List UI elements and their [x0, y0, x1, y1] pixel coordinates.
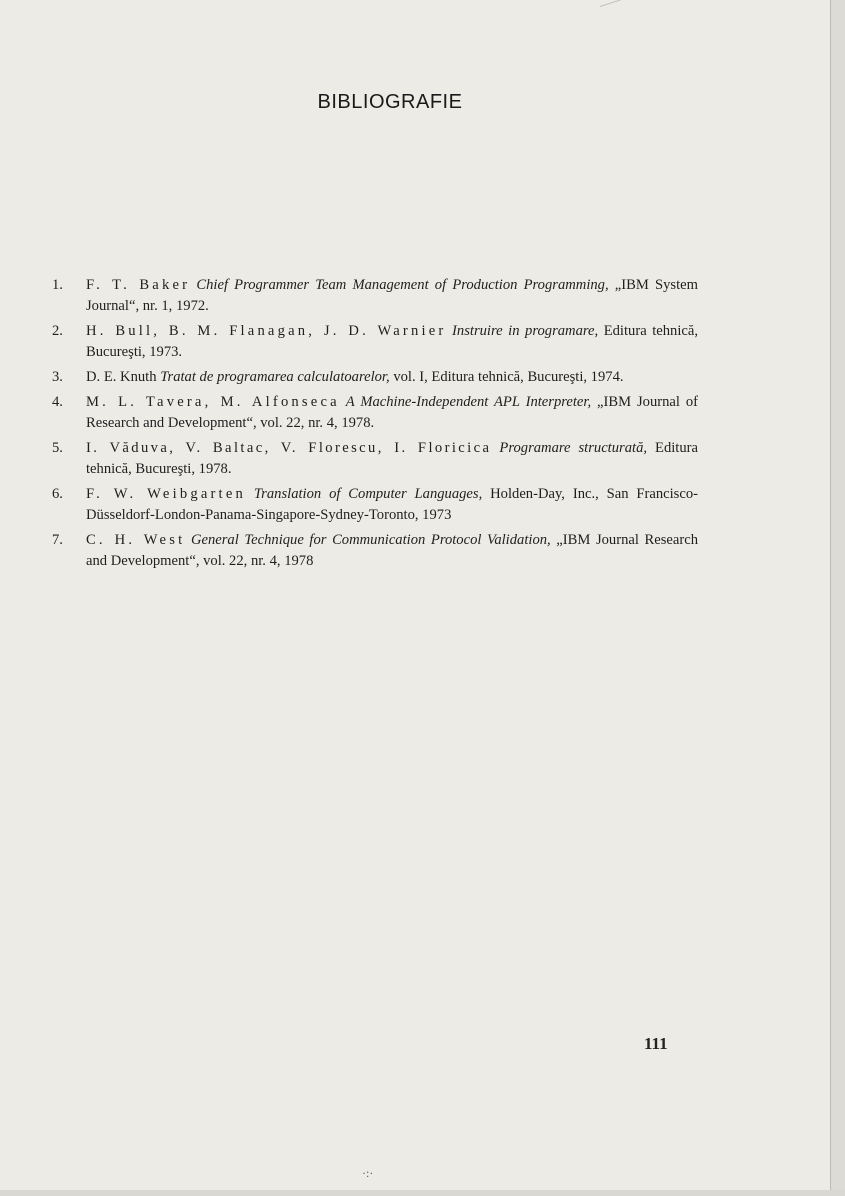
reference-details: „IBM System Journal“, nr. 1, 1972.	[86, 277, 698, 314]
bottom-mark: ·:·	[362, 1166, 374, 1180]
reference-details: „IBM Journal Research and Development“, vol. 22, nr. 4, 1978	[86, 532, 698, 569]
reference-title: A Machine-Independent APL Interpreter,	[345, 394, 592, 410]
reference-title: Translation of Computer Languages,	[253, 486, 483, 502]
reference-number: 4.	[52, 394, 63, 410]
bibliography-list	[48, 275, 698, 576]
reference-item	[48, 275, 698, 317]
reference-author: H. Bull, B. M. Flanagan, J. D. Warnier	[86, 323, 447, 339]
reference-details: „IBM Journal of Research and Development“, vol. 22, nr. 4, 1978.	[86, 394, 698, 431]
reference-item	[48, 392, 698, 434]
reference-item	[48, 530, 698, 572]
corner-pencil-mark	[600, 0, 686, 35]
page-edge-line	[830, 0, 831, 1196]
reference-title: General Technique for Communication Protocol Validation,	[190, 532, 551, 548]
reference-item	[48, 438, 698, 480]
reference-title: Programare structurată,	[499, 440, 648, 456]
page-title: BIBLIOGRAFIE	[317, 91, 463, 113]
reference-item	[48, 321, 698, 363]
reference-author: C. H. West	[86, 532, 186, 548]
reference-author: D. E. Knuth	[86, 369, 157, 385]
page-number: 111	[644, 1034, 668, 1053]
reference-number: 2.	[52, 323, 63, 339]
reference-author: F. T. Baker	[86, 277, 191, 293]
reference-author: I. Văduva, V. Baltac, V. Florescu, I. Floricica	[86, 440, 492, 456]
reference-item	[48, 367, 698, 388]
reference-number: 3.	[52, 369, 63, 385]
reference-details: vol. I, Editura tehnică, Bucureşti, 1974.	[393, 369, 624, 385]
reference-author: M. L. Tavera, M. Alfonseca	[86, 394, 340, 410]
reference-item	[48, 484, 698, 526]
reference-title: Chief Programmer Team Management of Production Programming,	[196, 277, 609, 293]
reference-number: 5.	[52, 440, 63, 456]
reference-number: 1.	[52, 277, 63, 293]
page-bottom-shadow	[0, 1190, 845, 1196]
reference-details: Editura tehnică, Bucureşti, 1973.	[86, 323, 699, 360]
reference-author: F. W. Weibgarten	[86, 486, 246, 502]
reference-title: Instruire in programare,	[452, 323, 599, 339]
reference-number: 6.	[52, 486, 63, 502]
reference-title: Tratat de programarea calculatoarelor,	[160, 369, 390, 385]
reference-details: Holden-Day, Inc., San Francisco-Düsseldorf-London-Panama-Singapore-Sydney-Toronto, 1973	[86, 486, 698, 523]
reference-number: 7.	[52, 532, 63, 548]
reference-details: Editura tehnică, Bucureşti, 1978.	[86, 440, 698, 477]
page-edge	[830, 0, 845, 1196]
